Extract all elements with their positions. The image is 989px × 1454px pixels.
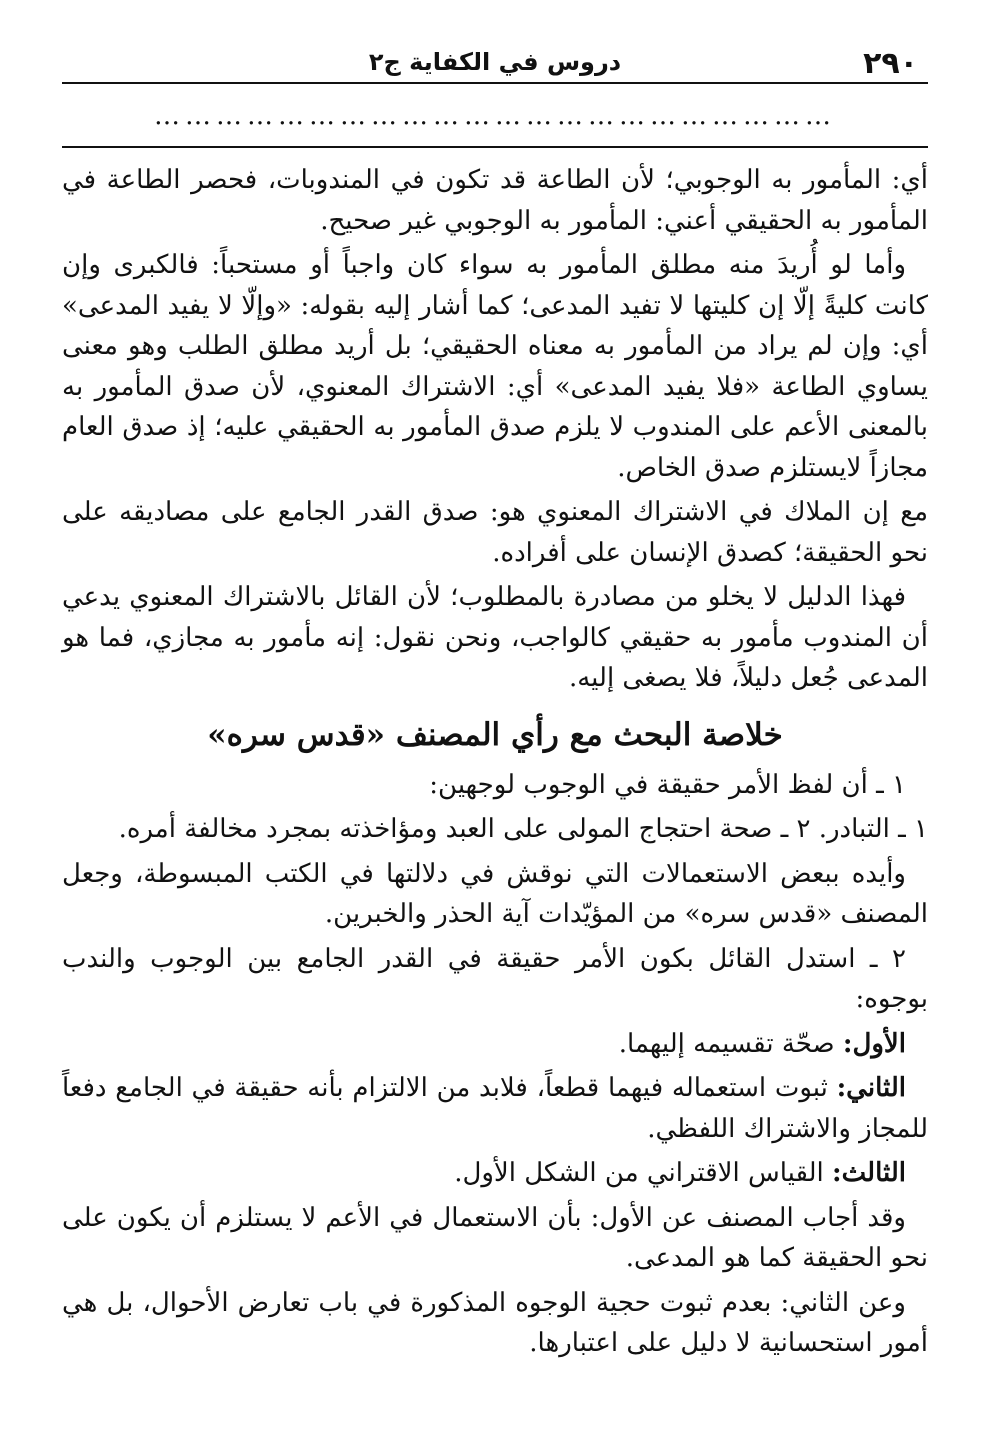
reply-paragraph: وعن الثاني: بعدم ثبوت حجية الوجوه المذكورة في باب تعارض الأحوال، بل هي أمور استحسانية لا دليل على اعتبارها. — [62, 1287, 928, 1358]
paragraph: أي: المأمور به الوجوبي؛ لأن الطاعة قد تكون في المندوبات، فحصر الطاعة في المأمور به الحقيقي أعني: المأمور به الوجوبي غير صحيح. — [62, 165, 928, 236]
point-item — [62, 1024, 928, 1065]
summary-line: ٢ ـ استدل القائل بكون الأمر حقيقة في القدر الجامع بين الوجوب والندب بوجوه: — [62, 943, 928, 1014]
section-title: خلاصة البحث مع رأي المصنف «قدس سره» — [207, 716, 783, 753]
summary-line: وأيده ببعض الاستعمالات التي نوقش في دلالتها في الكتب المبسوطة، وجعل المصنف «قدس سره» من المؤيّدات آية الحذر والخبرين. — [62, 858, 928, 929]
book-page — [62, 40, 928, 1430]
reply-paragraph: وقد أجاب المصنف عن الأول: بأن الاستعمال في الأعم لا يستلزم أن يكون على نحو الحقيقة كما هو المدعى. — [62, 1202, 928, 1273]
paragraph: وأما لو أُريدَ منه مطلق المأمور به سواء كان واجباً أو مستحباً: فالكبرى وإن كانت كليةً إلّا إن كليتها لا تفيد المدعى؛ كما أشار إليه بقوله: «وإلّا لا يفيد المدعى» أي: وإن لم يراد من المأمور به معناه الحقيقي؛ بل أريد مطلق الطلب وهو معنى يساوي الطاعة «فلا يفيد المدعى» أي: الاشتراك المعنوي، لأن صدق المأمور به بالمعنى الأعم على المندوب لا يلزم صدق المأمور به الحقيقي عليه؛ إذ صدق العام مجازاً لايستلزم صدق الخاص. — [62, 250, 928, 483]
point-item — [62, 1153, 928, 1194]
summary-line: ١ ـ التبادر. ٢ ـ صحة احتجاج المولى على العبد ومؤاخذته بمجرد مخالفة أمره. — [118, 814, 928, 844]
footnote-continuation-dots: ………………………………………………………… — [154, 101, 836, 131]
page-body — [62, 160, 928, 1364]
paragraph: مع إن الملاك في الاشتراك المعنوي هو: صدق القدر الجامع على مصاديقه على نحو الحقيقة؛ كصدق الإنسان على أفراده. — [62, 497, 928, 568]
text-separator-rule — [62, 146, 928, 148]
point-text: صحّة تقسيمه إليهما. — [618, 1028, 843, 1059]
point-text: ثبوت استعماله فيهما قطعاً، فلابد من الالتزام بأنه حقيقة في الجامع دفعاً للمجاز والاشتراك اللفظي. — [62, 1073, 928, 1144]
header-rule — [62, 82, 928, 84]
point-term: الثاني: — [836, 1073, 906, 1103]
page-number: ٢٩٠ — [863, 46, 918, 81]
point-text: القياس الاقتراني من الشكل الأول. — [454, 1158, 833, 1188]
point-item — [62, 1068, 928, 1149]
running-title: دروس في الكفاية ج٢ — [368, 48, 622, 76]
paragraph: فهذا الدليل لا يخلو من مصادرة بالمطلوب؛ لأن القائل بالاشتراك المعنوي يدعي أن المندوب مأمور به حقيقي كالواجب، ونحن نقول: إنه مأمور به مجازي، فما هو المدعى جُعل دليلاً، فلا يصغى إليه. — [62, 582, 928, 693]
summary-line: ١ ـ أن لفظ الأمر حقيقة في الوجوب لوجهين: — [429, 769, 906, 800]
point-term: الثالث: — [832, 1158, 906, 1188]
point-term: الأول: — [842, 1028, 906, 1059]
page-header — [62, 40, 928, 82]
